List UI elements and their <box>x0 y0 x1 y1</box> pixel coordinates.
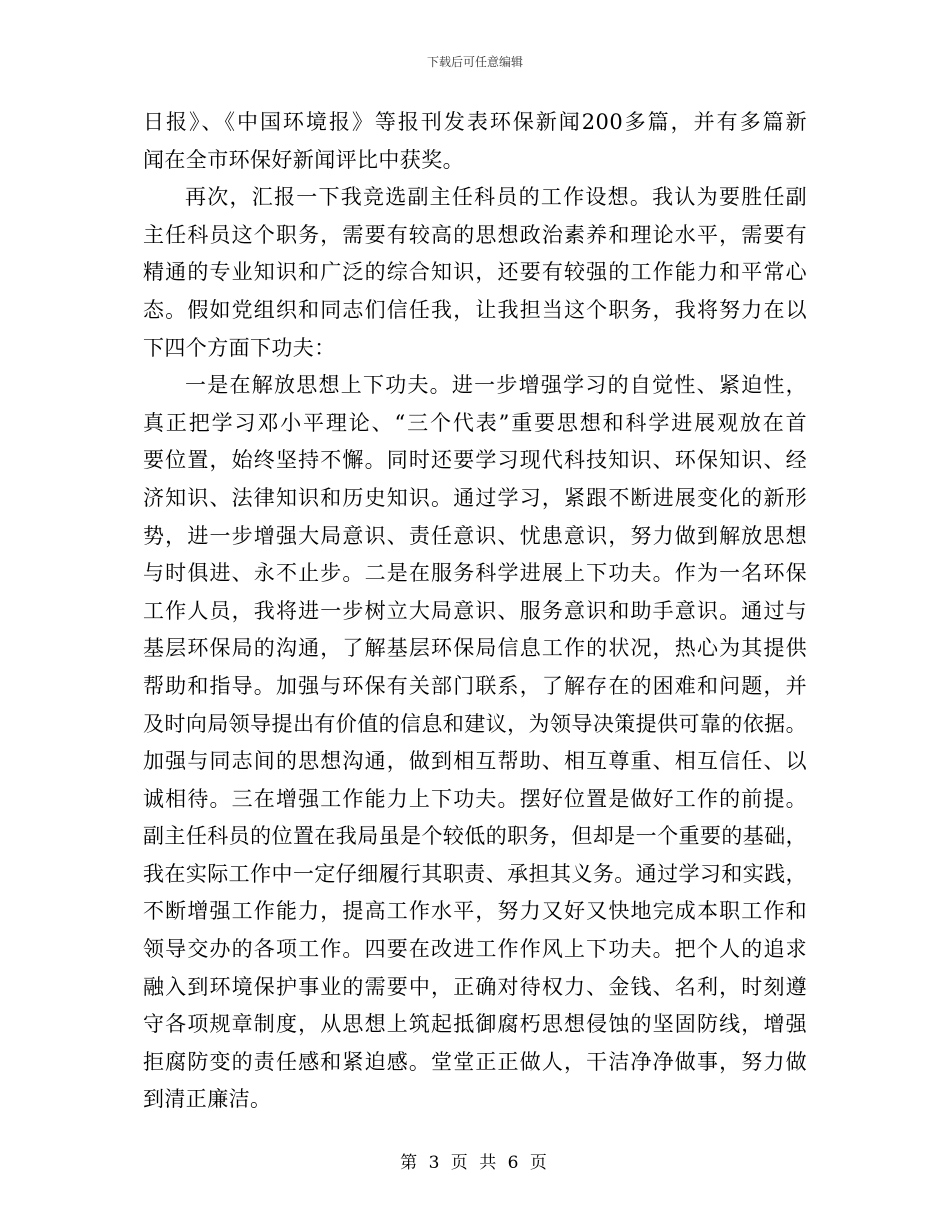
text-line: 态。假如党组织和同志们信任我，让我担当这个职务，我将努力在以 <box>143 297 807 322</box>
text-line: 工作人员，我将进一步树立大局意识、服务意识和助手意识。通过与 <box>143 598 807 623</box>
text-line: 精通的专业知识和广泛的综合知识，还要有较强的工作能力和平常心 <box>143 260 807 285</box>
text-line: 一是在解放思想上下功夫。进一步增强学习的自觉性、紧迫性， <box>185 373 807 398</box>
text-line: 守各项规章制度，从思想上筑起抵御腐朽思想侵蚀的坚固防线，增强 <box>143 1012 807 1037</box>
text-line: 济知识、法律知识和历史知识。通过学习，紧跟不断进展变化的新形 <box>143 485 807 510</box>
page-number: 第 3 页 共 6 页 <box>400 1153 550 1173</box>
page-header-note: 下载后可任意编辑 <box>426 55 523 69</box>
text-line: 日报》、《中国环境报》等报刊发表环保新闻200多篇，并有多篇新 <box>143 110 807 134</box>
text-line: 真正把学习邓小平理论、“三个代表”重要思想和科学进展观放在首 <box>143 410 807 435</box>
text-line: 势，进一步增强大局意识、责任意识、忧患意识，努力做到解放思想 <box>143 523 807 548</box>
document-body <box>143 104 807 1119</box>
text-line: 加强与同志间的思想沟通，做到相互帮助、相互尊重、相互信任、以 <box>143 749 807 774</box>
text-line: 与时俱进、永不止步。二是在服务科学进展上下功夫。作为一名环保 <box>143 561 807 586</box>
text-line: 副主任科员的位置在我局虽是个较低的职务，但却是一个重要的基础， <box>143 824 807 849</box>
text-line: 融入到环境保护事业的需要中，正确对待权力、金钱、名利，时刻遵 <box>143 974 807 999</box>
text-line: 领导交办的各项工作。四要在改进工作作风上下功夫。把个人的追求 <box>143 937 807 962</box>
text-line: 拒腐防变的责任感和紧迫感。堂堂正正做人，干洁净净做事，努力做 <box>143 1049 807 1074</box>
text-line: 我在实际工作中一定仔细履行其职责、承担其义务。通过学习和实践， <box>143 861 807 886</box>
text-line: 不断增强工作能力，提高工作水平，努力又好又快地完成本职工作和 <box>143 899 807 924</box>
text-line: 闻在全市环保好新闻评比中获奖。 <box>143 147 464 172</box>
text-line: 及时向局领导提出有价值的信息和建议，为领导决策提供可靠的依据。 <box>143 711 807 736</box>
text-line: 到清正廉洁。 <box>143 1087 272 1112</box>
text-line: 下四个方面下功夫： <box>143 335 336 360</box>
text-line: 要位置，始终坚持不懈。同时还要学习现代科技知识、环保知识、经 <box>143 448 807 473</box>
text-line: 帮助和指导。加强与环保有关部门联系，了解存在的困难和问题，并 <box>143 673 807 698</box>
text-line: 主任科员这个职务，需要有较高的思想政治素养和理论水平，需要有 <box>143 222 807 247</box>
text-line: 再次，汇报一下我竞选副主任科员的工作设想。我认为要胜任副 <box>185 185 807 210</box>
text-line: 基层环保局的沟通，了解基层环保局信息工作的状况，热心为其提供 <box>143 636 807 661</box>
text-line: 诚相待。三在增强工作能力上下功夫。摆好位置是做好工作的前提。 <box>143 786 807 811</box>
